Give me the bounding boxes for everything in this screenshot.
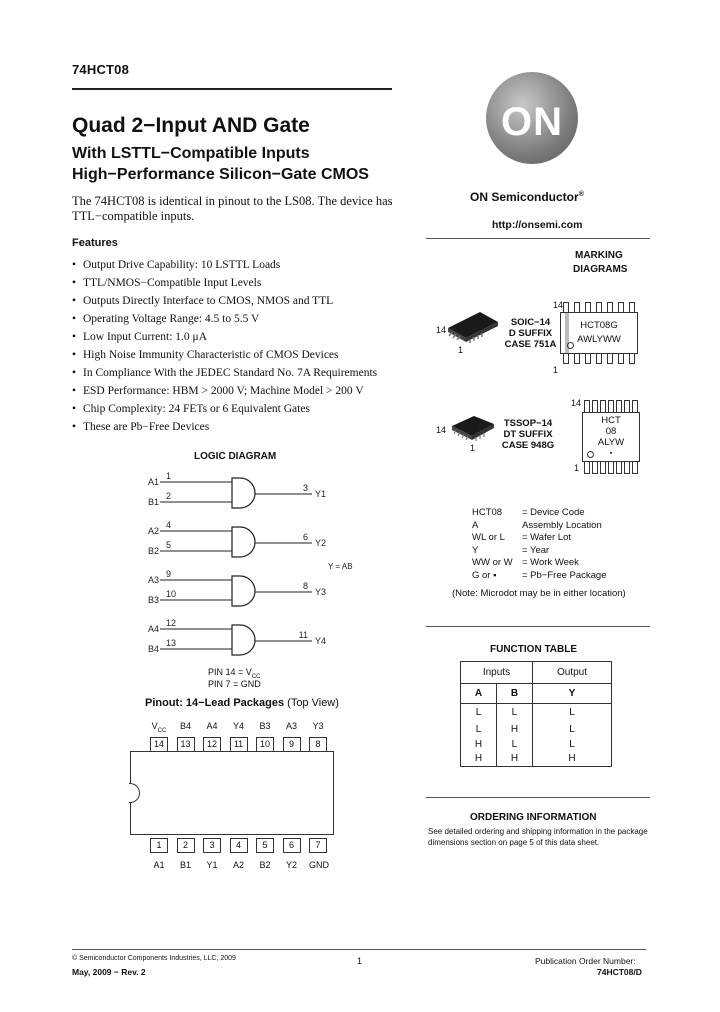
- gate-pin-number: 6: [302, 532, 308, 542]
- gate-input-label: A4: [148, 624, 160, 634]
- features-list: [72, 256, 377, 436]
- feature-item: • ESD Performance: HBM > 2000 V; Machine Model > 200 V: [72, 382, 377, 400]
- legend-row: [472, 507, 607, 520]
- feature-item: • Outputs Directly Interface to CMOS, NMOS and TTL: [72, 292, 377, 310]
- feature-item: • Chip Complexity: 24 FETs or 6 Equivalent Gates: [72, 400, 377, 418]
- pin-label: B1: [179, 860, 191, 870]
- package-pin: [607, 353, 613, 364]
- gate-pin-number: 3: [302, 483, 308, 493]
- tssop-package-name: TSSOP−14 DT SUFFIX CASE 948G: [501, 418, 555, 451]
- publication-label: Publication Order Number:: [535, 956, 636, 966]
- gate-output-label: Y4: [315, 636, 327, 646]
- tssop-pin14: 14: [436, 425, 447, 435]
- tssop-pin1: 1: [470, 443, 476, 453]
- package-pin: [616, 461, 622, 474]
- footer-rule: [72, 949, 646, 950]
- pin-label: Y4: [232, 721, 244, 731]
- legend-row: [472, 545, 607, 558]
- gate-pin-number: 11: [298, 630, 308, 640]
- gate-pin-number: 1: [166, 471, 172, 481]
- package-pin: [574, 353, 580, 364]
- revision-date: May, 2009 − Rev. 2: [72, 967, 146, 977]
- function-table-row: [461, 752, 612, 767]
- legend-code: HCT08: [472, 507, 503, 518]
- legend-code: G or ▪: [472, 569, 497, 581]
- subtitle-1: With LSTTL−Compatible Inputs: [72, 145, 310, 162]
- features-heading: Features: [72, 237, 118, 249]
- function-table-cell: L: [461, 722, 497, 737]
- gate-pin-number: 4: [166, 520, 172, 530]
- legend-row: [472, 570, 607, 583]
- feature-item: • Operating Voltage Range: 4.5 to 5.5 V: [72, 310, 377, 328]
- legend-desc: = Wafer Lot: [522, 532, 572, 544]
- function-table-row: [461, 722, 612, 737]
- page-title: Quad 2−Input AND Gate: [72, 114, 310, 137]
- pin-label: B3: [259, 721, 271, 731]
- marking-legend: [472, 507, 607, 583]
- legend-code: WW or W: [472, 557, 513, 569]
- soic-mark-pin14: 14: [553, 300, 564, 310]
- gate-pin-number: 10: [166, 589, 177, 599]
- tssop-mark-line4: ▪: [609, 450, 613, 457]
- package-pin: [585, 353, 591, 364]
- soic-mark-pin1: 1: [553, 365, 559, 375]
- soic-mark-line2: AWLYWW: [577, 334, 621, 345]
- pin-label: Y2: [285, 860, 297, 870]
- pin7-note: PIN 7 = GND: [208, 679, 261, 689]
- gate-pin-number: 5: [166, 540, 172, 550]
- legend-desc: = Device Code: [522, 507, 585, 518]
- function-table-cell: H: [496, 752, 532, 767]
- company-url[interactable]: http://onsemi.com: [492, 219, 583, 231]
- pin-label: A4: [206, 721, 218, 731]
- function-table-cell: L: [532, 737, 611, 752]
- pin-label: Y3: [312, 721, 324, 731]
- feature-item: • Output Drive Capability: 10 LSTTL Loads: [72, 256, 377, 274]
- legend-desc: Assembly Location: [522, 519, 602, 531]
- pin-label: A1: [153, 860, 165, 870]
- gate-pin-number: 8: [302, 581, 308, 591]
- function-table-cell: H: [532, 752, 611, 767]
- inputs-header: Inputs: [461, 662, 533, 684]
- legend-desc: = Work Week: [522, 557, 579, 569]
- tssop-mark-line1: HCT: [601, 415, 621, 426]
- legend-desc: = Pb−Free Package: [522, 569, 607, 581]
- function-table: [460, 661, 612, 767]
- gate-input-label: B3: [148, 595, 160, 605]
- logic-diagram-heading: LOGIC DIAGRAM: [194, 451, 277, 462]
- marking-heading-2: DIAGRAMS: [573, 264, 628, 275]
- soic-mark-line1: HCT08G: [580, 320, 618, 331]
- package-pin: [624, 461, 630, 474]
- gate-input-label: A1: [148, 477, 160, 487]
- package-pin: [596, 353, 602, 364]
- and-gate-symbol: [232, 625, 255, 655]
- function-table-cell: H: [461, 752, 497, 767]
- gate-pin-number: 2: [166, 491, 172, 501]
- ordering-text: See detailed ordering and shipping information in the package dimensions section on page 5 of this data sheet.: [428, 827, 648, 847]
- function-table-row: [461, 704, 612, 722]
- marking-heading-1: MARKING: [575, 250, 623, 261]
- on-logo: ON: [486, 72, 578, 164]
- tssop-mark-pin1: 1: [574, 463, 580, 473]
- package-pin: [632, 461, 638, 474]
- gate-output-label: Y3: [315, 587, 327, 597]
- copyright: © Semiconductor Components Industries, LLC, 2009: [72, 955, 236, 962]
- soic-marking-box: [560, 312, 638, 354]
- tssop-package-image: [448, 410, 498, 446]
- tssop-mark-line3: ALYW: [597, 437, 625, 448]
- header-rule: [72, 88, 392, 90]
- part-number: 74HCT08: [72, 62, 130, 77]
- and-gate-symbol: [232, 478, 255, 508]
- function-table-cell: L: [532, 722, 611, 737]
- function-table-row: [461, 737, 612, 752]
- pin-label: A2: [232, 860, 244, 870]
- feature-item: • High Noise Immunity Characteristic of CMOS Devices: [72, 346, 377, 364]
- package-pin: [618, 353, 624, 364]
- gate-output-label: Y2: [315, 538, 327, 548]
- page-number: 1: [357, 956, 363, 966]
- pin-number: 4: [230, 838, 248, 853]
- gate-input-label: B2: [148, 546, 160, 556]
- microdot: [567, 342, 574, 349]
- col-a: A: [461, 684, 497, 704]
- logic-diagram: [140, 466, 380, 696]
- pin14-note: PIN $14 = V_{CC}$: [208, 667, 261, 680]
- soic-package-image: [444, 306, 500, 344]
- gate-pin-number: 13: [166, 638, 177, 648]
- function-table-cell: H: [496, 722, 532, 737]
- legend-code: A: [472, 519, 479, 531]
- gate-input-label: A2: [148, 526, 160, 536]
- legend-desc: = Year: [522, 544, 550, 556]
- pin-label: B2: [259, 860, 271, 870]
- legend-note: (Note: Microdot may be in either location): [452, 588, 626, 599]
- pin-number: 14: [150, 737, 168, 752]
- pinout-heading: Pinout: 14−Lead Packages (Top View): [145, 697, 339, 709]
- package-pin: [592, 461, 598, 474]
- pin-number: 12: [203, 737, 221, 752]
- pin-number: 5: [256, 838, 274, 853]
- function-table-cell: L: [496, 737, 532, 752]
- legend-row: [472, 557, 607, 570]
- feature-item: • TTL/NMOS−Compatible Input Levels: [72, 274, 377, 292]
- function-table-rule: [426, 797, 650, 798]
- pin-label: Y1: [206, 860, 218, 870]
- soic-package-name: SOIC−14 D SUFFIX CASE 751A: [504, 317, 557, 350]
- col-b: B: [496, 684, 532, 704]
- pin-label: GND: [309, 860, 329, 870]
- package-pin: [600, 461, 606, 474]
- function-table-cell: H: [461, 737, 497, 752]
- logic-equation: Y = AB: [328, 562, 353, 571]
- feature-item: • In Compliance With the JEDEC Standard No. 7A Requirements: [72, 364, 377, 382]
- function-table-cell: L: [496, 704, 532, 722]
- gate-input-label: B4: [148, 644, 160, 654]
- feature-item: • These are Pb−Free Devices: [72, 418, 377, 436]
- publication-number: 74HCT08/D: [597, 967, 642, 977]
- pin-number: 8: [309, 737, 327, 752]
- pin-number: 1: [150, 838, 168, 853]
- pin-number: 6: [283, 838, 301, 853]
- pin-number: 7: [309, 838, 327, 853]
- gate-input-label: B1: [148, 497, 160, 507]
- soic-pin1: 1: [458, 345, 464, 355]
- ordering-heading: ORDERING INFORMATION: [470, 812, 597, 823]
- pin-number: 2: [177, 838, 195, 853]
- function-table-cell: L: [461, 704, 497, 722]
- pin-number: 11: [230, 737, 248, 752]
- package-pin: [629, 353, 635, 364]
- gate-pin-number: 12: [166, 618, 177, 628]
- and-gate-symbol: [232, 576, 255, 606]
- gate-output-label: Y1: [315, 489, 327, 499]
- subtitle-2: High−Performance Silicon−Gate CMOS: [72, 166, 369, 183]
- col-y: Y: [532, 684, 611, 704]
- description: The 74HCT08 is identical in pinout to the LS08. The device has TTL−compatible inputs.: [72, 194, 393, 223]
- function-table-cell: L: [532, 704, 611, 722]
- pin-number: 9: [283, 737, 301, 752]
- legend-code: Y: [472, 544, 479, 556]
- company-name: ON Semiconductor®: [470, 190, 584, 204]
- package-pin: [608, 461, 614, 474]
- pin-label: A3: [285, 721, 297, 731]
- function-table-heading: FUNCTION TABLE: [490, 644, 578, 655]
- gate-input-label: A3: [148, 575, 160, 585]
- pin-label: B4: [179, 721, 191, 731]
- dip-package: [130, 745, 334, 839]
- feature-item: • Low Input Current: 1.0 μA: [72, 328, 377, 346]
- tssop-mark-line2: 08: [605, 426, 617, 437]
- soic-pin14: 14: [436, 325, 447, 335]
- and-gate-symbol: [232, 527, 255, 557]
- pin-number: 13: [177, 737, 195, 752]
- pin-label: $V_{CC}$: [151, 721, 167, 734]
- tssop-microdot: [587, 451, 594, 458]
- legend-row: [472, 532, 607, 545]
- brand-rule: [426, 238, 650, 239]
- gate-pin-number: 9: [166, 569, 172, 579]
- package-pin: [563, 353, 569, 364]
- package-pin: [584, 461, 590, 474]
- output-header: Output: [532, 662, 611, 684]
- tssop-marking-box: [582, 412, 640, 462]
- legend-rule: [426, 626, 650, 627]
- tssop-mark-pin14: 14: [571, 398, 582, 408]
- pin-number: 10: [256, 737, 274, 752]
- legend-row: [472, 520, 607, 533]
- legend-code: WL or L: [472, 532, 505, 544]
- pin-number: 3: [203, 838, 221, 853]
